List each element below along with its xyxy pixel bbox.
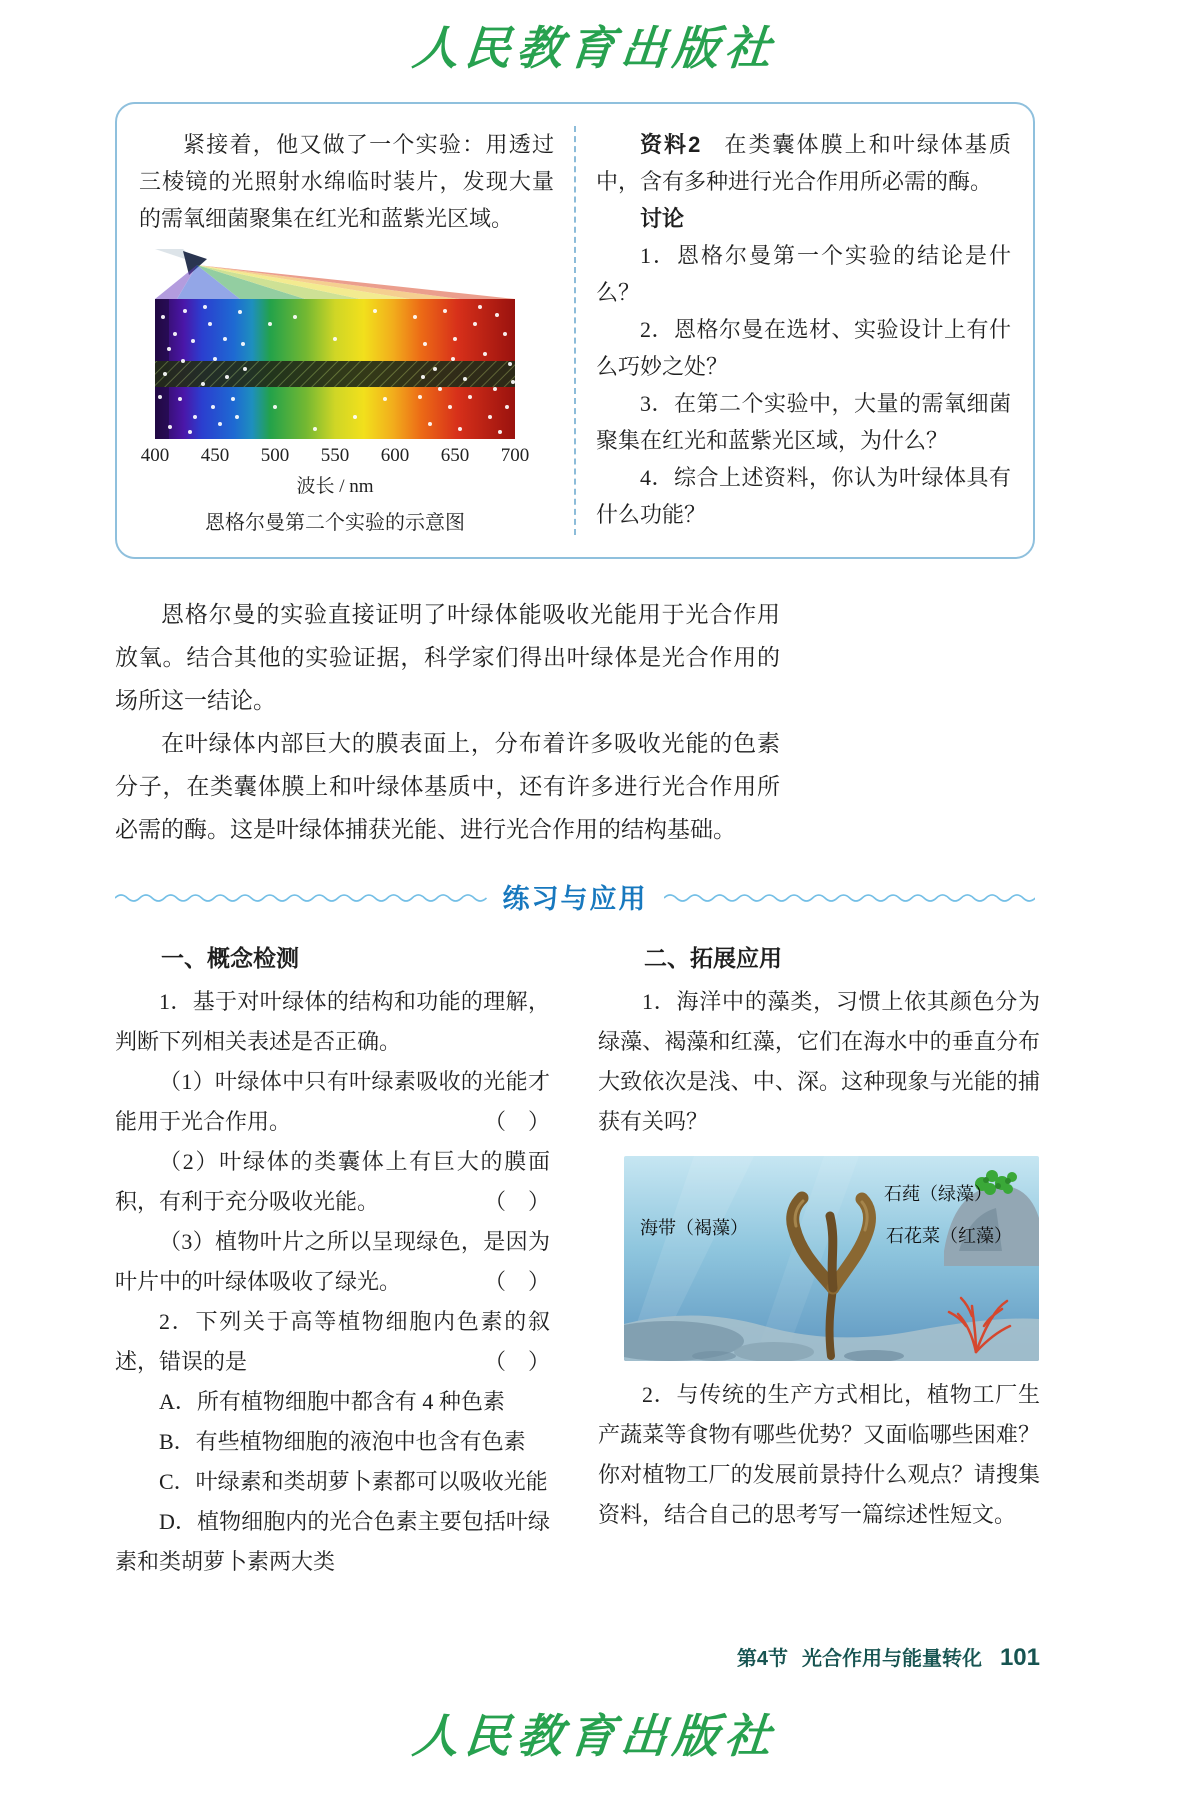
item-text: （1）叶绿体中只有叶绿素吸收的光能才能用于光合作用。 <box>115 1069 550 1134</box>
figure-caption: 恩格尔曼第二个实验的示意图 <box>205 512 465 534</box>
answer-bracket: （ ） <box>483 1109 550 1134</box>
footer-chapter: 光合作用与能量转化 <box>801 1648 982 1670</box>
box-right-column <box>576 122 1031 539</box>
concept-item <box>115 1302 550 1382</box>
algae-filament-strip <box>155 361 515 387</box>
extension-column <box>598 938 1040 1582</box>
spectrum-illustration <box>155 249 515 439</box>
axis-tick: 450 <box>200 445 230 466</box>
experiment-paragraph: 紧接着，他又做了一个实验：用透过三棱镜的光照射水绵临时装片，发现大量的需氧细菌聚集在红光和蓝紫光区域。 <box>139 132 554 231</box>
extension-question: 1．海洋中的藻类，习惯上依其颜色分为绿藻、褐藻和红藻，它们在海水中的垂直分布大致依次是浅、中、深。这种现象与光能的捕获有关吗？ <box>598 989 1040 1134</box>
exercises-title: 练习与应用 <box>502 884 648 914</box>
box-left-column <box>119 122 574 539</box>
body-paragraph: 在叶绿体内部巨大的膜表面上，分布着许多吸收光能的色素分子，在类囊体膜上和叶绿体基质中，还有许多进行光合作用所必需的酶。这是叶绿体捕获光能、进行光合作用的结构基础。 <box>115 731 780 842</box>
publisher-logo-bottom: 人民教育出版社 <box>410 1709 780 1763</box>
experiment-info-box <box>115 102 1035 559</box>
red-algae-label: 石花菜（红藻） <box>886 1226 1012 1246</box>
item-text: A．所有植物细胞中都含有 4 种色素 <box>159 1389 505 1414</box>
answer-bracket: （ ） <box>483 1189 550 1214</box>
concept-check-column <box>115 938 550 1582</box>
wavelength-axis <box>140 445 530 471</box>
concept-option <box>115 1502 550 1582</box>
answer-bracket: （ ） <box>483 1349 550 1374</box>
item-text: B．有些植物细胞的液泡中也含有色素 <box>159 1429 526 1454</box>
light-fan-drawing <box>155 265 515 299</box>
discussion-question: 4．综合上述资料，你认为叶绿体具有什么功能？ <box>596 465 1011 527</box>
seaweed-figure <box>624 1156 1039 1361</box>
item-text: 2．下列关于高等植物细胞内色素的叙述，错误的是 <box>115 1309 550 1374</box>
discussion-question: 2．恩格尔曼在选材、实验设计上有什么巧妙之处？ <box>596 317 1011 379</box>
discussion-question: 3．在第二个实验中，大量的需氧细菌聚集在红光和蓝紫光区域，为什么？ <box>596 391 1011 453</box>
concept-item <box>115 1142 550 1222</box>
data2-label: 资料2 <box>640 132 701 157</box>
axis-tick: 700 <box>500 445 530 466</box>
axis-tick: 500 <box>260 445 290 466</box>
axis-label: 波长 / nm <box>296 476 374 497</box>
concept-item <box>115 982 550 1062</box>
axis-tick: 400 <box>140 445 170 466</box>
green-algae-label: 石莼（绿藻） <box>884 1184 992 1204</box>
exercises-columns <box>115 938 1040 1582</box>
footer-page-number: 101 <box>999 1644 1040 1671</box>
concept-option <box>115 1382 550 1422</box>
publisher-logo-top: 人民教育出版社 <box>410 21 780 75</box>
body-paragraph: 恩格尔曼的实验直接证明了叶绿体能吸收光能用于光合作用放氧。结合其他的实验证据，科学家们得出叶绿体是光合作用的场所这一结论。 <box>115 602 780 713</box>
item-text: 1．基于对叶绿体的结构和功能的理解，判断下列相关表述是否正确。 <box>115 989 550 1054</box>
concept-option <box>115 1422 550 1462</box>
axis-tick: 600 <box>380 445 410 466</box>
concept-item <box>115 1222 550 1302</box>
item-text: C．叶绿素和类胡萝卜素都可以吸收光能 <box>159 1469 548 1494</box>
spectrum-figure <box>140 249 530 535</box>
page-footer <box>115 1642 1040 1672</box>
footer-section: 第4节 <box>736 1648 788 1670</box>
main-body-text <box>115 593 780 851</box>
wavy-line-left <box>115 891 487 903</box>
data2-paragraph <box>596 126 1011 200</box>
exercises-header <box>115 877 1035 916</box>
discussion-label: 讨论 <box>640 206 685 231</box>
discussion-question: 1．恩格尔曼第一个实验的结论是什么？ <box>596 243 1011 305</box>
extension-question: 2．与传统的生产方式相比，植物工厂生产蔬菜等食物有哪些优势？又面临哪些困难？你对植物工厂的发展前景持什么观点？请搜集资料，结合自己的思考写一篇综述性短文。 <box>598 1382 1040 1527</box>
item-text: （3）植物叶片之所以呈现绿色，是因为叶片中的叶绿体吸收了绿光。 <box>115 1229 550 1294</box>
concept-item <box>115 1062 550 1142</box>
kelp-label: 海带（褐藻） <box>640 1218 748 1238</box>
answer-bracket: （ ） <box>483 1269 550 1294</box>
item-text: D．植物细胞内的光合色素主要包括叶绿素和类胡萝卜素两大类 <box>115 1509 550 1574</box>
axis-tick: 550 <box>320 445 350 466</box>
wavy-line-right <box>664 891 1036 903</box>
extension-heading: 二、拓展应用 <box>644 945 782 971</box>
item-text: （2）叶绿体的类囊体上有巨大的膜面积，有利于充分吸收光能。 <box>115 1149 550 1214</box>
data2-text: 在类囊体膜上和叶绿体基质中，含有多种进行光合作用所必需的酶。 <box>596 132 1011 194</box>
concept-heading: 一、概念检测 <box>161 945 299 971</box>
axis-tick: 650 <box>440 445 470 466</box>
concept-option <box>115 1462 550 1502</box>
